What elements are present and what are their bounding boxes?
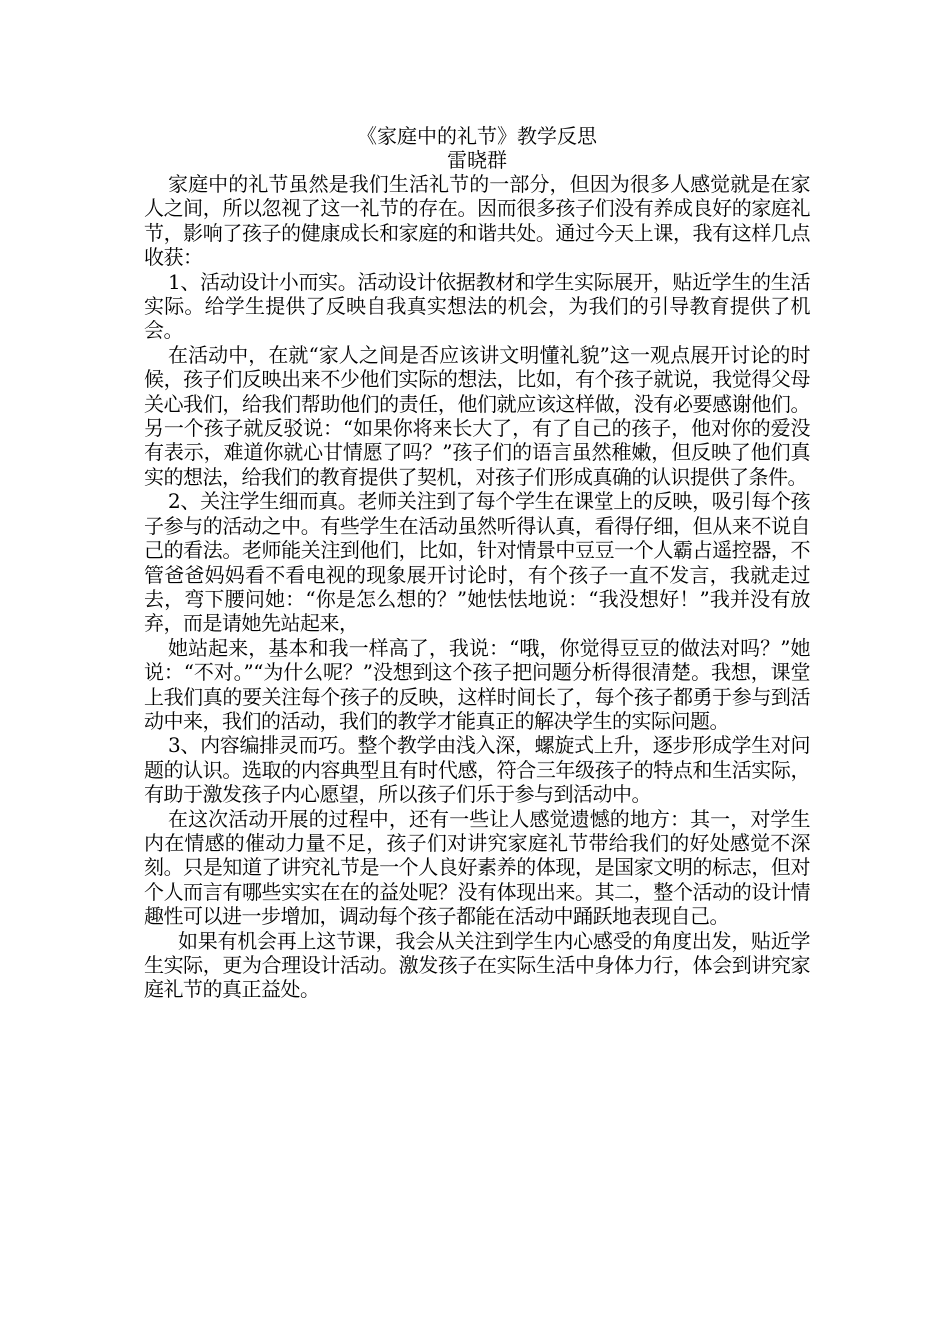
paragraph-point-2: 2、关注学生细而真。老师关注到了每个学生在课堂上的反映，吸引每个孩子参与的活动之中。有些学生在活动虽然听得认真，看得仔细，但从来不说自己的看法。老师能关注到他们，比如，针对情景中豆豆一个人霸占遥控器，不管爸爸妈妈看不看电视的现象展开讨论时，有个孩子一直不发言，我就走过去，弯下腰问她：“你是怎么想的？”她怯怯地说：“我没想好！”我并没有放弃，而是请她先站起来， <box>144 489 810 636</box>
document-page <box>144 124 810 1002</box>
paragraph-intro: 家庭中的礼节虽然是我们生活礼节的一部分，但因为很多人感觉就是在家人之间，所以忽视了这一礼节的存在。因而很多孩子们没有养成良好的家庭礼节，影响了孩子的健康成长和家庭的和谐共处。通过今天上课，我有这样几点收获： <box>144 172 810 270</box>
document-author: 雷晓群 <box>447 148 507 172</box>
paragraph-example-1: 在活动中，在就“家人之间是否应该讲文明懂礼貌”这一观点展开讨论的时候，孩子们反映出来不少他们实际的想法，比如，有个孩子就说，我觉得父母关心我们，给我们帮助他们的责任，他们就应该这样做，没有必要感谢他们。另一个孩子就反驳说：“如果你将来长大了，有了自己的孩子，他对你的爱没有表示，难道你就心甘情愿了吗？”孩子们的语言虽然稚嫩，但反映了他们真实的想法，给我们的教育提供了契机，对孩子们形成真确的认识提供了条件。 <box>144 342 810 489</box>
paragraph-shortcomings: 在这次活动开展的过程中，还有一些让人感觉遗憾的地方：其一，对学生内在情感的催动力量不足，孩子们对讲究家庭礼节带给我们的好处感觉不深刻。只是知道了讲究礼节是一个人良好素养的体现，是国家文明的标志，但对个人而言有哪些实实在在的益处呢？没有体现出来。其二，整个活动的设计情趣性可以进一步增加，调动每个孩子都能在活动中踊跃地表现自己。 <box>144 806 810 929</box>
paragraph-point-3: 3、内容编排灵而巧。整个教学由浅入深，螺旋式上升，逐步形成学生对问题的认识。选取的内容典型且有时代感，符合三年级孩子的特点和生活实际，有助于激发孩子内心愿望，所以孩子们乐于参与到活动中。 <box>144 733 810 807</box>
document-title: 《家庭中的礼节》教学反思 <box>357 124 597 148</box>
paragraph-point-1: 1、活动设计小而实。活动设计依据教材和学生实际展开，贴近学生的生活实际。给学生提供了反映自我真实想法的机会，为我们的引导教育提供了机会。 <box>144 269 810 343</box>
paragraph-example-2: 她站起来，基本和我一样高了，我说：“哦，你觉得豆豆的做法对吗？”她说：“不对。”“为什么呢？”没想到这个孩子把问题分析得很清楚。我想，课堂上我们真的要关注每个孩子的反映，这样时间长了，每个孩子都勇于参与到活动中来，我们的活动，我们的教学才能真正的解决学生的实际问题。 <box>144 635 810 733</box>
paragraph-conclusion: 如果有机会再上这节课，我会从关注到学生内心感受的角度出发，贴近学生实际，更为合理设计活动。激发孩子在实际生活中身体力行，体会到讲究家庭礼节的真正益处。 <box>144 928 810 1002</box>
